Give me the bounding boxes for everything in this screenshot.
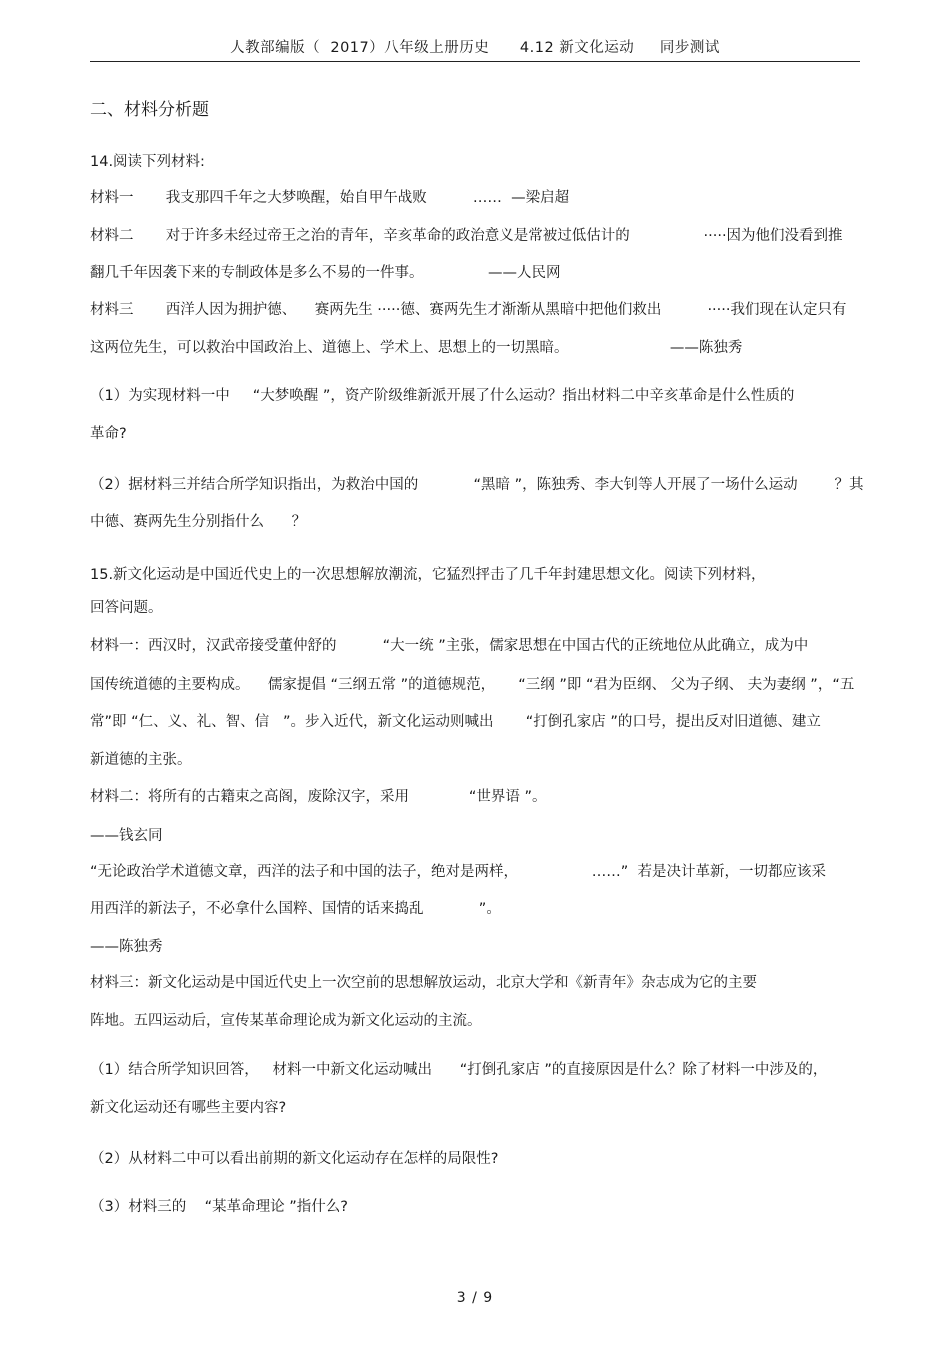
question-line: 革命?	[90, 426, 127, 442]
question-line: （1）结合所学知识回答， 材料一中新文化运动喊出 “打倒孔家店 ”的直接原因是什么？除了材料一中涉及的，	[90, 1062, 828, 1078]
material-line: 材料三 西洋人因为拥护德、 赛两先生 ·····德、赛两先生才渐渐从黑暗中把他们救出 ·····我们现在认定只有	[90, 302, 847, 318]
question-line: （2）据材料三并结合所学知识指出，为救治中国的 “黑暗 ”，陈独秀、李大钊等人开展了一场什么运动 ？其	[90, 477, 864, 493]
question-line: 新文化运动还有哪些主要内容?	[90, 1100, 287, 1116]
material-line: 这两位先生，可以救治中国政治上、道德上、学术上、思想上的一切黑暗。 ——陈独秀	[90, 340, 743, 356]
question-line: 中德、赛两先生分别指什么 ？	[90, 514, 307, 530]
question-15-prompt: 15.新文化运动是中国近代史上的一次思想解放潮流，它猛烈抨击了几千年封建思想文化。阅读下列材料，	[90, 567, 766, 583]
material-line: 材料一 我支那四千年之大梦唤醒，始自甲午战败 …… —梁启超	[90, 190, 570, 206]
page-header: 人教部编版（ 2017）八年级上册历史 4.12 新文化运动 同步测试	[230, 40, 720, 56]
material-line: 材料二：将所有的古籍束之高阁，废除汉字，采用 “世界语 ”。	[90, 789, 547, 805]
material-line: 用西洋的新法子，不必拿什么国粹、国情的话来捣乱 ”。	[90, 901, 501, 917]
question-line: （3）材料三的 “某革命理论 ”指什么?	[90, 1199, 348, 1215]
question-14-prompt: 14.阅读下列材料:	[90, 154, 205, 170]
material-line: 国传统道德的主要构成。 儒家提倡 “三纲五常 ”的道德规范， “三纲 ”即 “君为臣纲、 父为子纲、 夫为妻纲 ”，“五	[90, 677, 855, 693]
attribution-line: ——钱玄同	[90, 828, 163, 844]
section-title: 二、材料分析题	[90, 100, 209, 120]
material-line: 材料三：新文化运动是中国近代史上一次空前的思想解放运动，北京大学和《新青年》杂志成为它的主要	[90, 975, 757, 991]
header-rule	[90, 61, 860, 62]
material-line: 翻几千年因袭下来的专制政体是多么不易的一件事。 ——人民网	[90, 265, 561, 281]
material-line: 新道德的主张。	[90, 752, 192, 768]
material-line: 材料二 对于许多未经过帝王之治的青年，辛亥革命的政治意义是常被过低估计的 ·····因为他们没看到推	[90, 228, 843, 244]
attribution-line: ——陈独秀	[90, 939, 163, 955]
question-15-prompt: 回答问题。	[90, 600, 163, 616]
material-line: 材料一：西汉时，汉武帝接受董仲舒的 “大一统 ”主张，儒家思想在中国古代的正统地位从此确立，成为中	[90, 638, 809, 654]
page-number: 3 / 9	[456, 1290, 494, 1306]
material-line: 常”即 “仁、义、礼、智、信 ”。步入近代，新文化运动则喊出 “打倒孔家店 ”的口号，提出反对旧道德、建立	[90, 714, 821, 730]
question-line: （2）从材料二中可以看出前期的新文化运动存在怎样的局限性?	[90, 1151, 499, 1167]
question-line: （1）为实现材料一中 “大梦唤醒 ”，资产阶级维新派开展了什么运动？指出材料二中辛亥革命是什么性质的	[90, 388, 795, 404]
material-line: 阵地。五四运动后，宣传某革命理论成为新文化运动的主流。	[90, 1013, 482, 1029]
material-line: “无论政治学术道德文章，西洋的法子和中国的法子，绝对是两样， ……” 若是决计革新，一切都应该采	[90, 864, 826, 880]
